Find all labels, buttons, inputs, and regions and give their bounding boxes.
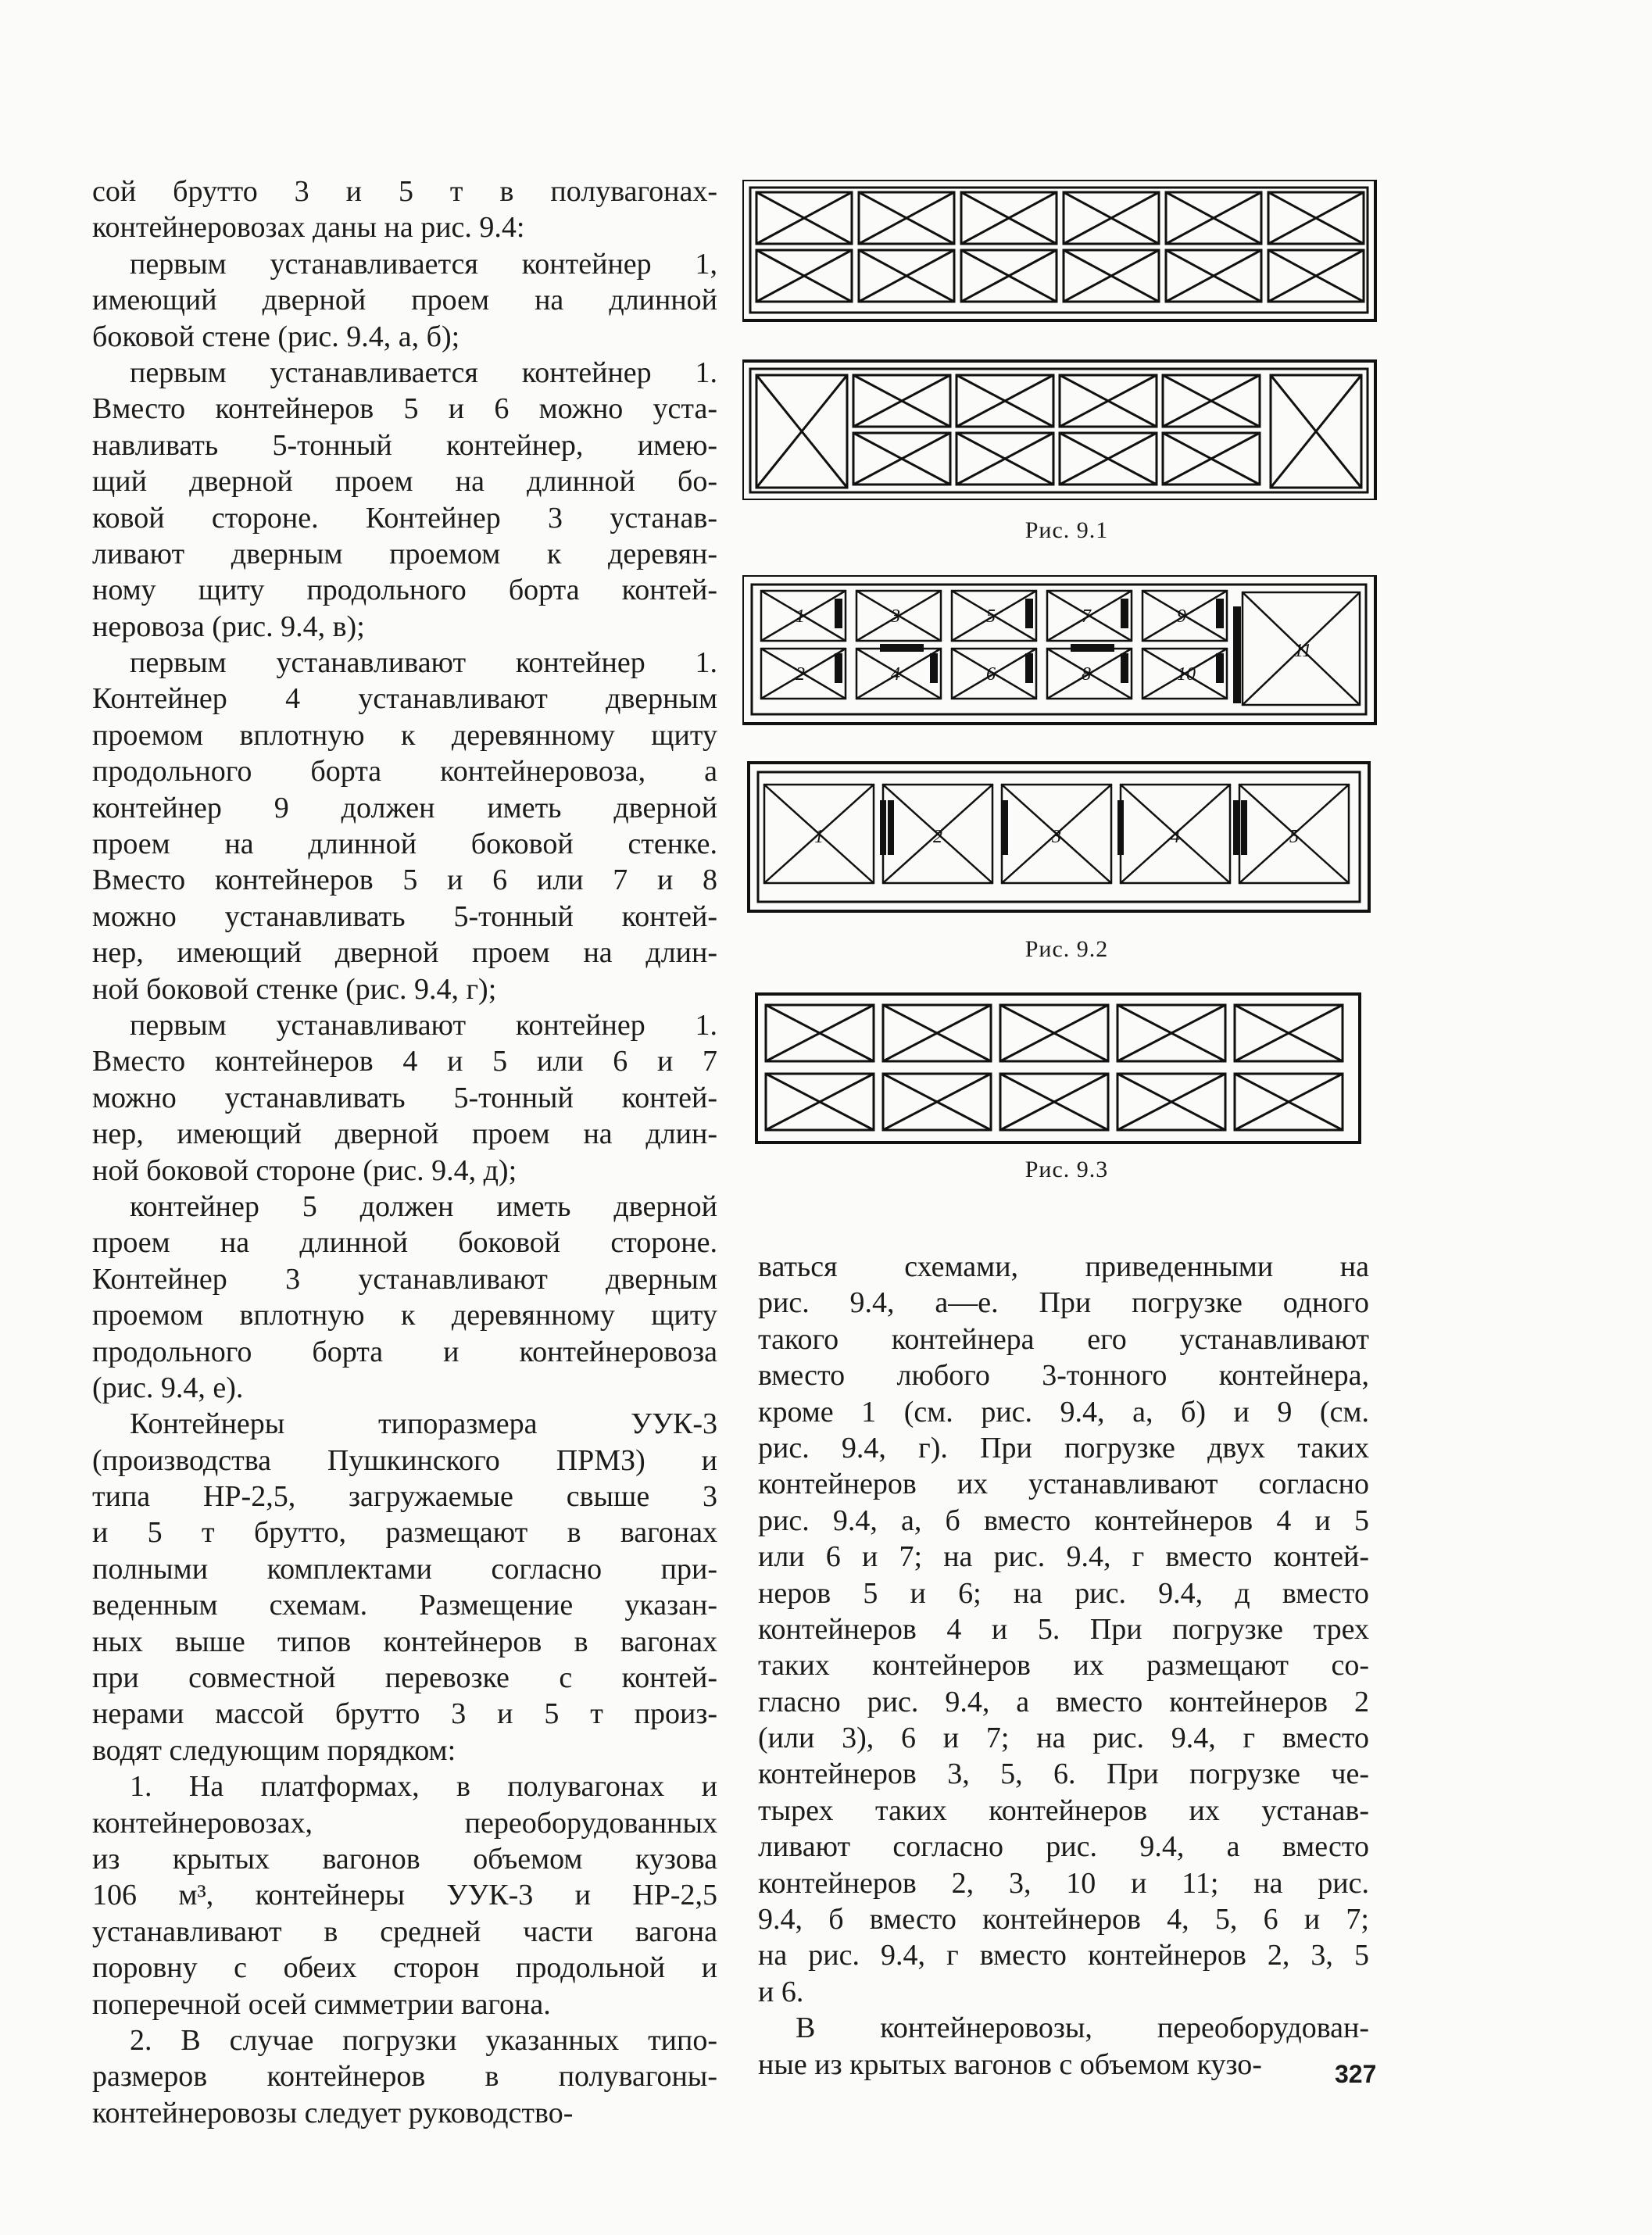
text-line: контейнеровозах, переоборудованных (92, 1806, 717, 1840)
text-line: Вместо контейнеров 4 и 5 или 6 и 7 (92, 1045, 717, 1078)
text-line: имеющий дверной проем на длинной (92, 284, 717, 317)
text-line: Вместо контейнеров 5 и 6 можно уста- (92, 392, 717, 426)
text-line: ваться схемами, приведенными на (758, 1250, 1369, 1283)
door-mark (1071, 644, 1114, 652)
text-line: продольного борта и контейнеровоза (92, 1335, 717, 1368)
text-line: первым устанавливается контейнер 1, (130, 247, 717, 281)
figure-9-1 (742, 180, 1391, 500)
container-number: 4 (1171, 827, 1180, 847)
text-line: продольного борта контейнеровоза, а (92, 755, 717, 789)
figure-9-3 (742, 992, 1391, 1149)
text-line: на рис. 9.4, г вместо контейнеров 2, 3, 5 (758, 1939, 1369, 1972)
text-line: ной боковой стенке (рис. 9.4, г); (92, 972, 497, 1006)
container-number: 6 (986, 664, 996, 685)
text-line: первым устанавливают контейнер 1. (130, 646, 717, 680)
container-number: 5 (986, 606, 996, 627)
container-number: 1 (814, 827, 824, 847)
door-mark (1241, 800, 1247, 855)
container-number: 8 (1082, 664, 1091, 685)
text-line: можно устанавливать 5-тонный контей- (92, 899, 717, 933)
text-line: неровоза (рис. 9.4, в); (92, 610, 365, 643)
container-number: 7 (1082, 606, 1091, 627)
text-line: при совместной перевозке с контей- (92, 1661, 717, 1695)
door-mark (1002, 800, 1008, 855)
text-line: поперечной осей симметрии вагона. (92, 1987, 551, 2021)
text-line: вместо любого 3-тонного контейнера, (758, 1359, 1369, 1393)
text-line: и 6. (758, 1975, 804, 2008)
figure-9-3-caption: Рис. 9.3 (1024, 1157, 1109, 1182)
door-mark (1216, 599, 1224, 628)
text-line: Вместо контейнеров 5 и 6 или 7 и 8 (92, 864, 717, 897)
text-line: и 5 т брутто, размещают в вагонах (92, 1516, 717, 1550)
text-line: проемом вплотную к деревянному щиту (92, 718, 717, 752)
door-mark (835, 599, 842, 628)
door-mark (835, 653, 842, 683)
door-mark (1121, 599, 1128, 628)
text-line: гласно рис. 9.4, а вместо контейнеров 2 (758, 1685, 1369, 1718)
door-mark (1233, 800, 1239, 855)
figure-9-2 (742, 575, 1391, 919)
text-line: размеров контейнеров в полувагоны- (92, 2060, 717, 2094)
text-line: рис. 9.4, а, б вместо контейнеров 4 и 5 (758, 1504, 1369, 1537)
text-line: 106 м³, контейнеры УУК-3 и НР-2,5 (92, 1879, 717, 1912)
text-line: навливать 5-тонный контейнер, имею- (92, 428, 717, 462)
text-line: первым устанавливается контейнер 1. (130, 356, 717, 389)
text-line: щий дверной проем на длинной бо- (92, 465, 717, 499)
text-line: контейнеров 2, 3, 10 и 11; на рис. (758, 1866, 1369, 1900)
text-line: такого контейнера его устанавливают (758, 1322, 1369, 1356)
text-line: 1. На платформах, в полувагонах и (130, 1770, 717, 1804)
text-line: кроме 1 (см. рис. 9.4, а, б) и 9 (см. (758, 1395, 1369, 1429)
text-line: тырех таких контейнеров их устанав- (758, 1793, 1369, 1827)
container-number: 2 (796, 664, 805, 685)
text-line: можно устанавливать 5-тонный контей- (92, 1081, 717, 1114)
text-line: контейнеровозы следует руководство- (92, 2096, 574, 2130)
container-number: 2 (933, 827, 942, 847)
text-line: проем на длинной боковой стороне. (92, 1226, 717, 1260)
text-line: поровну с обеих сторон продольной и (92, 1951, 717, 1985)
container-number: 1 (796, 606, 805, 627)
text-line: проемом вплотную к деревянному щиту (92, 1299, 717, 1332)
text-line: типа НР-2,5, загружаемые свыше 3 (92, 1480, 717, 1514)
text-line: нерами массой брутто 3 и 5 т произ- (92, 1697, 717, 1731)
text-line: сой брутто 3 и 5 т в полувагонах- (92, 175, 717, 208)
container-number: 3 (891, 606, 900, 627)
text-line: ных выше типов контейнеров в вагонах (92, 1625, 717, 1658)
door-mark (1025, 599, 1033, 628)
text-line: рис. 9.4, г). При погрузке двух таких (758, 1431, 1369, 1464)
container-number: 5 (1289, 827, 1299, 847)
text-line: 2. В случае погрузки указанных типо- (130, 2023, 717, 2057)
door-mark (1121, 653, 1128, 683)
text-line: (или 3), 6 и 7; на рис. 9.4, г вместо (758, 1722, 1369, 1755)
text-line: таких контейнеров их размещают со- (758, 1649, 1369, 1683)
text-line: устанавливают в средней части вагона (92, 1915, 717, 1948)
container-number: 10 (1177, 664, 1196, 685)
text-line: ные из крытых вагонов с объемом кузо- (758, 2047, 1262, 2081)
door-mark (930, 653, 938, 683)
text-line: Контейнер 3 устанавливают дверным (92, 1262, 717, 1296)
text-line: контейнеров их устанавливают согласно (758, 1468, 1369, 1501)
text-line: веденным схемам. Размещение указан- (92, 1589, 717, 1622)
text-line: из крытых вагонов объемом кузова (92, 1842, 717, 1876)
door-mark (880, 800, 886, 855)
text-line: или 6 и 7; на рис. 9.4, г вместо контей- (758, 1540, 1369, 1574)
text-line: проем на длинной боковой стенке. (92, 828, 717, 861)
door-mark (1025, 653, 1033, 683)
text-line: рис. 9.4, а—е. При погрузке одного (758, 1286, 1369, 1320)
text-line: ливают согласно рис. 9.4, а вместо (758, 1830, 1369, 1864)
text-line: Контейнеры типоразмера УУК-3 (130, 1407, 717, 1441)
figure-9-2-caption: Рис. 9.2 (1024, 936, 1109, 962)
door-mark (1233, 606, 1241, 703)
text-line: нер, имеющий дверной проем на длин- (92, 1118, 717, 1151)
text-line: контейнер 5 должен иметь дверной (130, 1189, 717, 1223)
text-line: нер, имеющий дверной проем на длин- (92, 936, 717, 970)
text-line: первым устанавливают контейнер 1. (130, 1008, 717, 1042)
figure-9-1-caption: Рис. 9.1 (1024, 517, 1109, 543)
text-line: (производства Пушкинского ПРМЗ) и (92, 1443, 717, 1477)
text-line: ковой стороне. Контейнер 3 устанав- (92, 501, 717, 535)
left-text-column (92, 173, 717, 2131)
text-line: контейнеров 4 и 5. При погрузке трех (758, 1612, 1369, 1646)
text-line: В контейнеровозы, переоборудован- (796, 2012, 1369, 2045)
right-text-column (758, 1249, 1369, 2083)
text-line: 9.4, б вместо контейнеров 4, 5, 6 и 7; (758, 1903, 1369, 1936)
text-line: ному щиту продольного борта контей- (92, 574, 717, 607)
door-mark (1216, 653, 1224, 683)
text-line: контейнеровозах даны на рис. 9.4: (92, 211, 525, 245)
page-number: 327 (1335, 2060, 1377, 2088)
door-mark (1117, 800, 1124, 855)
container-number: 9 (1177, 606, 1186, 627)
door-mark (888, 800, 894, 855)
text-line: ливают дверным проемом к деревян- (92, 537, 717, 570)
container-number: 4 (891, 664, 900, 685)
door-mark (880, 644, 924, 652)
text-line: контейнеров 3, 5, 6. При погрузке че- (758, 1758, 1369, 1791)
text-line: Контейнер 4 устанавливают дверным (92, 682, 717, 716)
text-line: контейнер 9 должен иметь дверной (92, 791, 717, 824)
text-line: (рис. 9.4, е). (92, 1371, 244, 1404)
text-line: боковой стене (рис. 9.4, а, б); (92, 320, 460, 353)
text-line: ной боковой стороне (рис. 9.4, д); (92, 1153, 517, 1187)
container-number: 3 (1052, 827, 1061, 847)
container-number: 11 (1294, 641, 1312, 661)
text-line: полными комплектами согласно при- (92, 1552, 717, 1586)
text-line: неров 5 и 6; на рис. 9.4, д вместо (758, 1576, 1369, 1610)
text-line: водят следующим порядком: (92, 1733, 456, 1767)
